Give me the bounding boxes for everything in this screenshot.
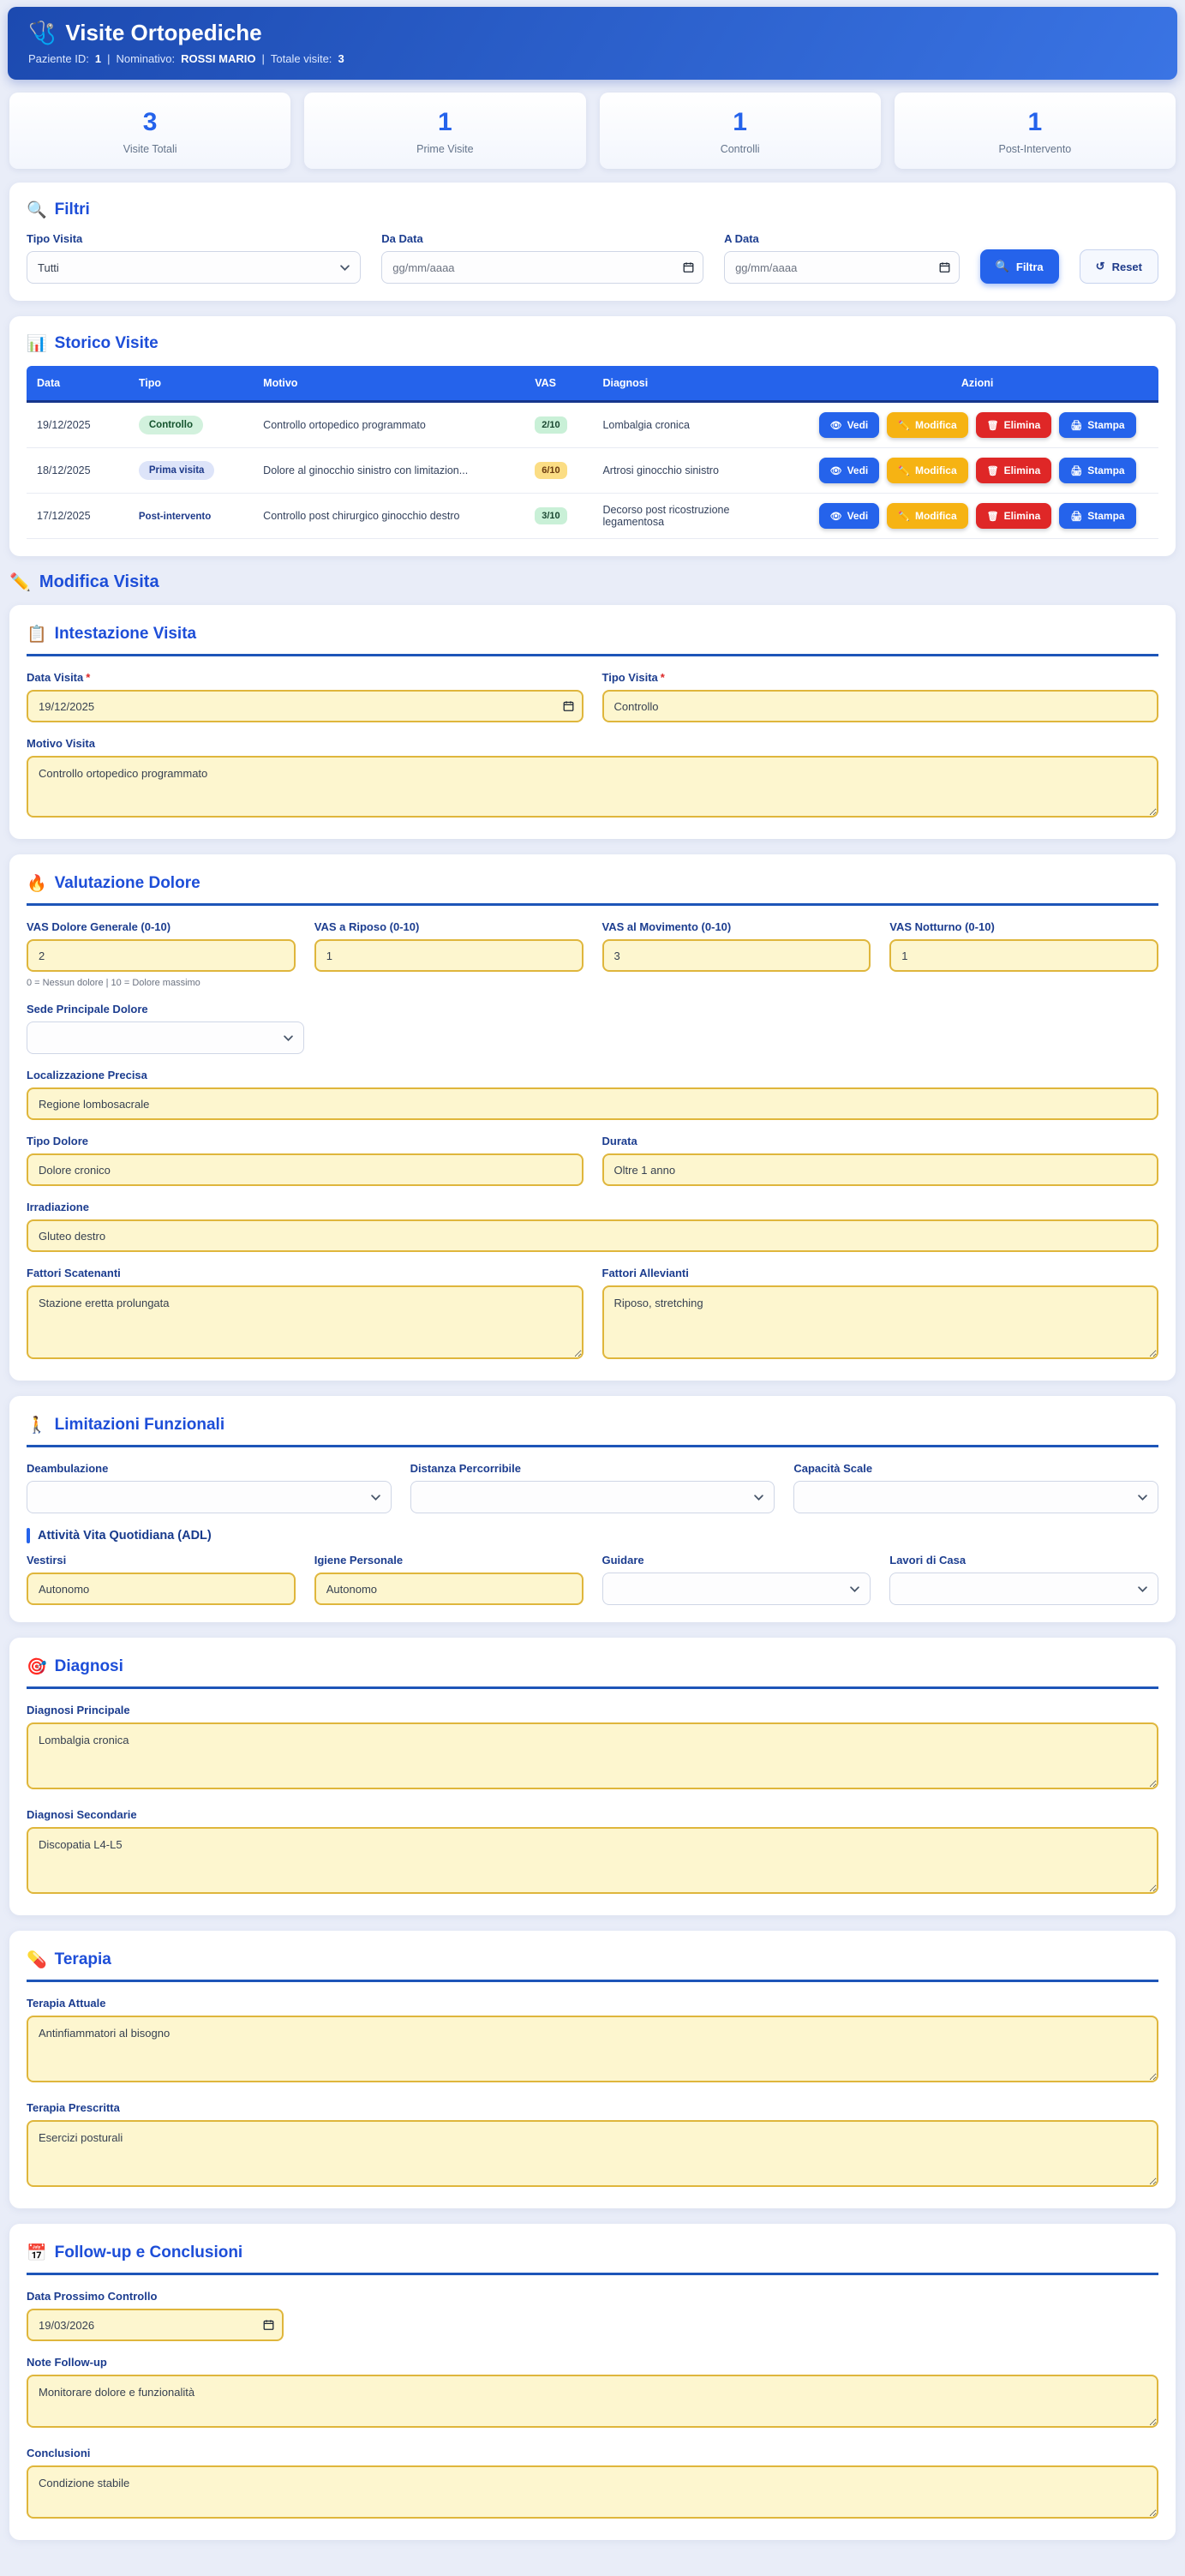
chevron-down-icon <box>371 1495 380 1501</box>
elimina-button[interactable] <box>976 503 1052 529</box>
tipo-visita-field-group <box>602 671 1159 722</box>
vas-scale-hint: 0 = Nessun dolore | 10 = Dolore massimo <box>27 978 200 988</box>
intestazione-title: Intestazione Visita <box>54 625 197 643</box>
sede-dolore-select[interactable] <box>27 1021 304 1054</box>
visit-date: 17/12/2025 <box>27 494 129 539</box>
vedi-label: Vedi <box>847 510 869 522</box>
bar-chart-icon: 📊 <box>27 335 47 353</box>
distanza-select[interactable] <box>410 1481 775 1513</box>
limitazioni-head <box>27 1411 1158 1447</box>
localizzazione-input[interactable] <box>27 1087 1158 1120</box>
col-vas: VAS <box>524 366 592 402</box>
chevron-down-icon <box>1138 1495 1147 1501</box>
vedi-button[interactable] <box>819 458 880 483</box>
stat-card-visite-totali <box>9 93 290 169</box>
guidare-label: Guidare <box>601 1554 644 1567</box>
stat-label: Post-Intervento <box>998 143 1072 155</box>
chevron-down-icon <box>754 1495 763 1501</box>
elimina-label: Elimina <box>1003 464 1041 476</box>
deambulazione-field-group <box>27 1462 392 1513</box>
note-followup-label: Note Follow-up <box>27 2356 107 2369</box>
terapia-attuale-field-group <box>27 1997 1158 2087</box>
lavori-casa-label: Lavori di Casa <box>889 1554 967 1567</box>
valutazione-dolore-title: Valutazione Dolore <box>54 874 200 892</box>
tipo-visita-label: Tipo Visita * <box>601 671 665 684</box>
stat-card-post-intervento <box>895 93 1176 169</box>
vas-notturno-field-group <box>889 920 1158 988</box>
vas-badge: 3/10 <box>535 507 566 524</box>
stampa-button[interactable] <box>1059 503 1135 529</box>
app-header <box>8 7 1177 80</box>
vas-movimento-input[interactable] <box>602 939 871 972</box>
eye-icon: 👁 <box>829 511 842 522</box>
table-row <box>27 402 1158 448</box>
elimina-label: Elimina <box>1003 510 1041 522</box>
vas-riposo-label: VAS a Riposo (0-10) <box>314 920 420 933</box>
fattori-scatenanti-field-group <box>27 1267 584 1363</box>
data-visita-input[interactable] <box>27 690 584 722</box>
col-tipo: Tipo <box>129 366 253 402</box>
diagnosi-head <box>27 1653 1158 1689</box>
eye-icon: 👁 <box>829 465 842 476</box>
vas-notturno-label: VAS Notturno (0-10) <box>889 920 995 933</box>
stat-card-prime-visite <box>304 93 585 169</box>
filtra-button[interactable] <box>980 249 1059 284</box>
stampa-label: Stampa <box>1087 419 1125 431</box>
visit-motivo: Controllo post chirurgico ginocchio destro <box>253 494 524 539</box>
da-data-input[interactable] <box>381 251 703 284</box>
edit-section-heading <box>9 572 1176 593</box>
pencil-icon: ✏️ <box>898 465 910 476</box>
capacita-scale-field-group <box>793 1462 1158 1513</box>
intestazione-card <box>9 605 1176 839</box>
vas-badge: 2/10 <box>535 416 566 434</box>
patient-id-label: Paziente ID: <box>28 52 89 65</box>
followup-card <box>9 2224 1176 2540</box>
col-motivo: Motivo <box>253 366 524 402</box>
trash-icon: 🗑 <box>986 420 999 431</box>
adl-subheading <box>27 1528 1158 1543</box>
motivo-visita-label: Motivo Visita <box>27 737 95 750</box>
required-marker: * <box>660 671 665 684</box>
stat-label: Prime Visite <box>416 143 474 155</box>
stethoscope-icon: 🩺 <box>28 20 57 45</box>
stat-value: 1 <box>1027 108 1043 136</box>
data-visita-label: Data Visita * <box>27 671 91 684</box>
terapia-prescritta-textarea[interactable] <box>27 2120 1158 2187</box>
printer-icon: 🖨 <box>1070 420 1083 431</box>
modifica-button[interactable] <box>887 412 967 438</box>
patient-name-label: Nominativo: <box>116 52 176 65</box>
vas-generale-field-group <box>27 920 296 988</box>
diagnosi-secondarie-textarea[interactable] <box>27 1827 1158 1894</box>
chevron-down-icon <box>340 265 350 271</box>
fattori-allevianti-textarea[interactable] <box>602 1285 1159 1359</box>
history-title <box>27 333 1158 354</box>
filtra-button-label: Filtra <box>1015 260 1044 273</box>
stampa-button[interactable] <box>1059 458 1135 483</box>
search-icon: 🔍 <box>27 201 47 219</box>
page-title <box>28 20 1157 46</box>
a-data-input[interactable] <box>724 251 960 284</box>
patient-id-value: 1 <box>94 52 102 65</box>
row-actions <box>806 503 1148 529</box>
visit-diagnosi: Lombalgia cronica <box>592 402 796 448</box>
adl-subheading-text: Attività Vita Quotidiana (ADL) <box>38 1529 212 1543</box>
lavori-casa-field-group <box>889 1554 1158 1605</box>
diagnosi-secondarie-field-group <box>27 1808 1158 1898</box>
fattori-scatenanti-textarea[interactable] <box>27 1285 584 1359</box>
diagnosi-principale-label: Diagnosi Principale <box>27 1704 130 1716</box>
total-visits-value: 3 <box>338 52 344 65</box>
deambulazione-label: Deambulazione <box>27 1462 109 1475</box>
eye-icon: 👁 <box>829 420 842 431</box>
conclusioni-label: Conclusioni <box>27 2447 91 2459</box>
terapia-card <box>9 1931 1176 2208</box>
tipo-dolore-label: Tipo Dolore <box>27 1135 88 1147</box>
diagnosi-title: Diagnosi <box>54 1657 123 1675</box>
diagnosi-card <box>9 1638 1176 1915</box>
limitazioni-card <box>9 1396 1176 1622</box>
diagnosi-principale-field-group <box>27 1704 1158 1794</box>
stats-row <box>9 93 1176 169</box>
guidare-field-group <box>602 1554 871 1605</box>
stat-value: 3 <box>142 108 158 136</box>
capacita-scale-label: Capacità Scale <box>793 1462 873 1475</box>
tipo-visita-filter-label: Tipo Visita <box>27 232 83 245</box>
tipo-dolore-input[interactable] <box>27 1153 584 1186</box>
visit-diagnosi: Decorso post ricostruzione legamentosa <box>592 494 796 539</box>
diagnosi-principale-textarea[interactable] <box>27 1722 1158 1789</box>
vedi-label: Vedi <box>847 464 869 476</box>
visit-type-badge: Controllo <box>139 416 203 434</box>
visit-date: 18/12/2025 <box>27 448 129 494</box>
valutazione-dolore-card <box>9 854 1176 1381</box>
total-visits-label: Totale visite: <box>270 52 332 65</box>
row-actions <box>806 412 1148 438</box>
tipo-visita-select[interactable] <box>27 251 361 284</box>
vas-riposo-field-group <box>314 920 584 988</box>
valutazione-dolore-head <box>27 870 1158 906</box>
filter-tipo-visita <box>27 232 361 284</box>
irradiazione-field-group <box>27 1201 1158 1252</box>
col-azioni: Azioni <box>796 366 1158 402</box>
sede-dolore-label: Sede Principale Dolore <box>27 1003 148 1015</box>
terapia-prescritta-field-group <box>27 2101 1158 2191</box>
vas-movimento-label: VAS al Movimento (0-10) <box>601 920 732 933</box>
modifica-button[interactable] <box>887 458 967 483</box>
note-followup-field-group <box>27 2356 1158 2432</box>
modifica-label: Modifica <box>914 464 957 476</box>
vas-movimento-field-group <box>602 920 871 988</box>
pencil-icon: ✏️ <box>9 573 31 592</box>
calendar-icon[interactable] <box>263 2320 274 2331</box>
diagnosi-secondarie-label: Diagnosi Secondarie <box>27 1808 137 1821</box>
stat-label: Controlli <box>720 143 760 155</box>
data-prossimo-field-group <box>27 2290 284 2341</box>
trash-icon: 🗑 <box>986 511 999 522</box>
app-title-text: Visite Ortopediche <box>65 20 262 45</box>
printer-icon: 🖨 <box>1070 511 1083 522</box>
followup-head <box>27 2239 1158 2275</box>
deambulazione-select[interactable] <box>27 1481 392 1513</box>
capacita-scale-select[interactable] <box>793 1481 1158 1513</box>
vedi-button[interactable] <box>819 503 880 529</box>
vestirsi-label: Vestirsi <box>27 1554 67 1567</box>
filter-a-data <box>724 232 960 284</box>
separator: | <box>261 52 265 65</box>
col-diagnosi: Diagnosi <box>592 366 796 402</box>
fattori-allevianti-label: Fattori Allevianti <box>601 1267 689 1279</box>
igiene-field-group <box>314 1554 584 1605</box>
guidare-select[interactable] <box>602 1573 871 1605</box>
calendar-icon: 📅 <box>27 2244 47 2262</box>
modifica-label: Modifica <box>914 510 957 522</box>
visit-type-badge: Post-intervento <box>138 512 212 522</box>
motivo-visita-textarea[interactable] <box>27 756 1158 818</box>
accent-bar <box>27 1528 30 1543</box>
stat-value: 1 <box>733 108 747 136</box>
visit-date: 19/12/2025 <box>27 402 129 448</box>
tipo-visita-input[interactable] <box>602 690 1159 722</box>
igiene-input[interactable] <box>314 1573 584 1605</box>
durata-input[interactable] <box>602 1153 1159 1186</box>
chevron-down-icon <box>284 1035 293 1041</box>
conclusioni-textarea[interactable] <box>27 2465 1158 2519</box>
elimina-label: Elimina <box>1003 419 1041 431</box>
vas-generale-input[interactable] <box>27 939 296 972</box>
lavori-casa-select[interactable] <box>889 1573 1158 1605</box>
filters-card <box>9 183 1176 301</box>
sede-dolore-field-group <box>27 1003 304 1054</box>
intestazione-head <box>27 620 1158 656</box>
filter-da-data <box>381 232 703 284</box>
vedi-button[interactable] <box>819 412 880 438</box>
pencil-icon: ✏️ <box>898 420 910 431</box>
calendar-icon[interactable] <box>939 262 950 273</box>
walking-person-icon: 🚶 <box>27 1417 47 1435</box>
calendar-icon[interactable] <box>683 262 694 273</box>
search-icon: 🔍 <box>995 260 1009 273</box>
reset-button[interactable] <box>1080 249 1158 284</box>
elimina-button[interactable] <box>976 458 1052 483</box>
localizzazione-field-group <box>27 1069 1158 1120</box>
vas-riposo-input[interactable] <box>314 939 584 972</box>
visits-table <box>27 366 1158 539</box>
visit-type-badge: Prima visita <box>139 461 215 480</box>
clipboard-icon: 📋 <box>27 626 47 644</box>
terapia-attuale-textarea[interactable] <box>27 2016 1158 2082</box>
row-actions <box>806 458 1148 483</box>
visit-diagnosi: Artrosi ginocchio sinistro <box>592 448 796 494</box>
chevron-down-icon <box>1138 1586 1147 1592</box>
pencil-icon: ✏️ <box>898 511 910 522</box>
a-data-label: A Data <box>724 232 759 245</box>
irradiazione-label: Irradiazione <box>27 1201 89 1213</box>
edit-section-title: Modifica Visita <box>39 572 159 591</box>
printer-icon: 🖨 <box>1070 465 1083 476</box>
chevron-down-icon <box>850 1586 859 1592</box>
stat-label: Visite Totali <box>123 143 177 155</box>
history-card <box>9 316 1176 556</box>
terapia-title: Terapia <box>54 1950 111 1968</box>
table-row <box>27 494 1158 539</box>
distanza-field-group <box>410 1462 775 1513</box>
vedi-label: Vedi <box>847 419 869 431</box>
patient-name-value: ROSSI MARIO <box>181 52 256 65</box>
da-data-label: Da Data <box>381 232 423 245</box>
required-marker: * <box>86 671 91 684</box>
patient-info-line <box>28 52 1157 65</box>
visit-motivo: Dolore al ginocchio sinistro con limitazion... <box>253 448 524 494</box>
filters-title <box>27 200 1158 220</box>
filter-row <box>27 232 1158 284</box>
table-header-row <box>27 366 1158 402</box>
history-title-text: Storico Visite <box>54 334 159 352</box>
vestirsi-input[interactable] <box>27 1573 296 1605</box>
vas-generale-label: VAS Dolore Generale (0-10) <box>27 920 171 933</box>
filters-title-text: Filtri <box>54 201 90 219</box>
reset-button-label: Reset <box>1111 260 1142 273</box>
stampa-label: Stampa <box>1087 510 1125 522</box>
data-visita-field-group <box>27 671 584 722</box>
data-prossimo-input[interactable] <box>27 2309 284 2341</box>
note-followup-textarea[interactable] <box>27 2375 1158 2428</box>
tipo-visita-selected-value: Tutti <box>38 261 59 274</box>
reset-icon: ↺ <box>1095 260 1105 273</box>
limitazioni-title: Limitazioni Funzionali <box>54 1416 225 1434</box>
conclusioni-field-group <box>27 2447 1158 2523</box>
stat-value: 1 <box>438 108 452 136</box>
visit-motivo: Controllo ortopedico programmato <box>253 402 524 448</box>
col-data: Data <box>27 366 129 402</box>
igiene-label: Igiene Personale <box>314 1554 404 1567</box>
durata-label: Durata <box>601 1135 637 1147</box>
separator: | <box>107 52 111 65</box>
fattori-allevianti-field-group <box>602 1267 1159 1363</box>
vas-notturno-input[interactable] <box>889 939 1158 972</box>
vestirsi-field-group <box>27 1554 296 1605</box>
modifica-label: Modifica <box>914 419 957 431</box>
data-prossimo-label: Data Prossimo Controllo <box>27 2290 158 2303</box>
table-row <box>27 448 1158 494</box>
fattori-scatenanti-label: Fattori Scatenanti <box>27 1267 121 1279</box>
trash-icon: 🗑 <box>986 465 999 476</box>
stat-card-controlli <box>600 93 881 169</box>
vas-badge: 6/10 <box>535 462 566 479</box>
modifica-button[interactable] <box>887 503 967 529</box>
distanza-label: Distanza Percorribile <box>410 1462 521 1475</box>
calendar-icon[interactable] <box>563 701 574 712</box>
terapia-attuale-label: Terapia Attuale <box>27 1997 106 2010</box>
stampa-label: Stampa <box>1087 464 1125 476</box>
pill-icon: 💊 <box>27 1951 47 1969</box>
stampa-button[interactable] <box>1059 412 1135 438</box>
followup-title: Follow-up e Conclusioni <box>54 2244 243 2261</box>
tipo-dolore-field-group <box>27 1135 584 1186</box>
terapia-prescritta-label: Terapia Prescritta <box>27 2101 120 2114</box>
localizzazione-label: Localizzazione Precisa <box>27 1069 147 1081</box>
fire-icon: 🔥 <box>27 875 47 893</box>
elimina-button[interactable] <box>976 412 1052 438</box>
durata-field-group <box>602 1135 1159 1186</box>
target-icon: 🎯 <box>27 1658 47 1676</box>
terapia-head <box>27 1946 1158 1982</box>
irradiazione-input[interactable] <box>27 1219 1158 1252</box>
